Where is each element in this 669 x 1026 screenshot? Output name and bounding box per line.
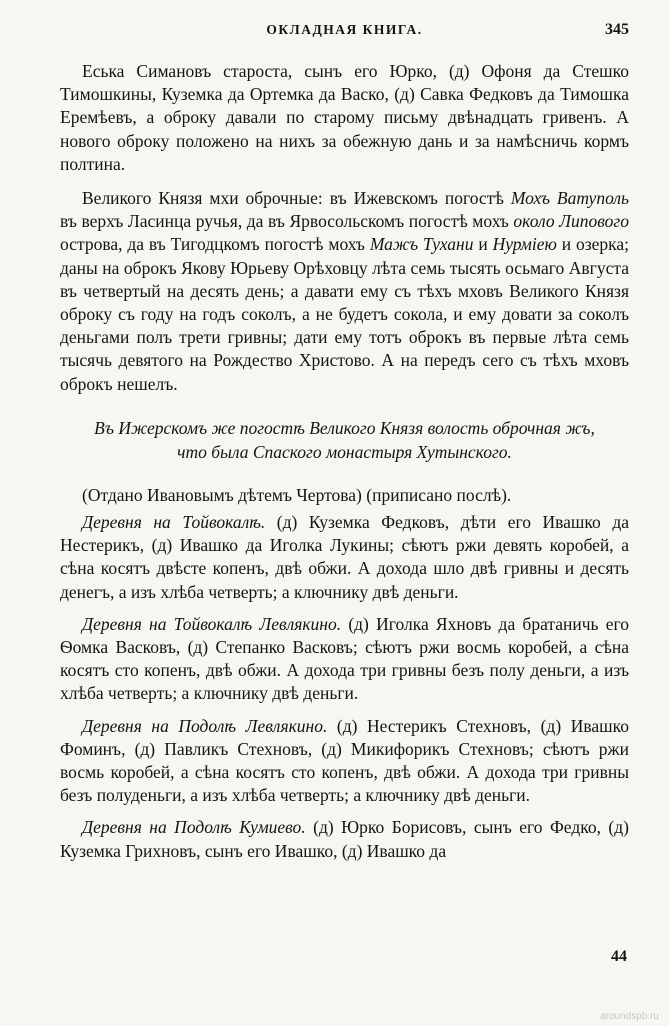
village-name: Деревня на Подолѣ Левлякино.: [82, 715, 328, 736]
place-name: около Липового: [513, 211, 629, 232]
village-entry: [60, 613, 629, 706]
village-text: (д) Иголка Яхновъ да братаничь его Ѳомка Васковъ, (д) Степанко Васковъ; сѣютъ ржи восмь коробей, а сѣна косятъ сто копенъ, двѣ обжи. А дохода три гривны безъ полу деньги, а изъ хлѣба четверть; а ключнику двѣ деньги.: [60, 613, 629, 704]
village-entry: [60, 511, 629, 604]
place-name: Мажъ Тухани: [369, 234, 474, 255]
text-run: въ верхъ Ласинца ручья, да въ Ярвосольскомъ погостѣ мохъ: [60, 211, 514, 232]
place-name: Мохъ Ватуполь: [510, 188, 629, 209]
note: (Отдано Ивановымъ дѣтемъ Чертова) (приписано послѣ).: [82, 484, 512, 505]
village-name: Деревня на Подолѣ Кумиево.: [82, 817, 306, 838]
place-name: Нурмiею: [492, 234, 557, 255]
section-heading-line-1: Въ Ижерскомъ же погостѣ Великого Князя волость оброчная жъ,: [94, 417, 595, 438]
text-run: и: [473, 234, 493, 255]
page-body: [60, 60, 629, 863]
village-text: (д) Куземка Федковъ, дѣти его Ивашко да Нестерикъ, (д) Ивашко да Иголка Лукины; сѣютъ ржи девять коробей, а сѣна косятъ двѣсте копенъ, двѣ обжи. А дохода шло двѣ гривны и десять денегъ, а изъ хлѣба четверть; а ключнику двѣ деньги.: [60, 512, 629, 602]
paragraph-2: [60, 187, 629, 396]
section-heading-line-2: что была Спаского монастыря Хутынского.: [177, 441, 512, 462]
text-run: острова, да въ Тигодцкомъ погостѣ мохъ: [60, 234, 370, 255]
text-run: Великого Князя мхи оброчные: въ Ижевскомъ погостѣ: [82, 188, 511, 209]
page-header: [60, 22, 629, 46]
text-run: и озерка; даны на оброкъ Якову Юрьеву Орѣховцу лѣта семь тысять осьмаго Августа въ четвертый на десять день; а давати ему съ тѣхъ мховъ Великого Князя оброку съ году на годъ соколъ, а не будетъ сокола, и ему довати за соколъ деньгами полъ трети гривны; дати ему тотъ оброкъ въ первые лѣта семь тысячь девятого на Рождество Христово. А на передъ сего съ тѣхъ мховъ оброкъ нешелъ.: [60, 234, 629, 394]
signature-mark: 44: [611, 948, 627, 965]
running-title: ОКЛАДНАЯ КНИГА.: [266, 22, 423, 37]
village-entry: [60, 715, 629, 808]
village-text: (д) Юрко Борисовъ, сынъ его Федко, (д) Куземка Грихновъ, сынъ его Ивашко, (д) Ивашко да: [60, 817, 629, 861]
page-number: 345: [605, 21, 629, 38]
village-name: Деревня на Тойвокалѣ Левлякино.: [82, 613, 342, 634]
paragraph-1: Еська Симановъ староста, сынъ его Юрко, (д) Офоня да Стешко Тимошкины, Куземка да Ортемка да Васко, (д) Савка Федковъ да Тимошка Еремѣевъ, а оброку давали по старому письму двѣнадцать гривенъ. А нового оброку положено на нихъ за обежную дань и за намѣсничь кормъ полтина.: [60, 61, 629, 174]
village-name: Деревня на Тойвокалѣ.: [82, 512, 266, 533]
village-text: (д) Нестерикъ Стехновъ, (д) Ивашко Фоминъ, (д) Павликъ Стехновъ, (д) Микифорикъ Стехновъ; сѣютъ ржи восмь коробей, а сѣна косятъ сто копенъ, двѣ обжи. А дохода три гривны безъ полуденьги, а изъ хлѣба четверть; а ключнику двѣ деньги.: [60, 715, 629, 806]
village-entry: [60, 816, 629, 862]
watermark: aroundspb.ru: [600, 1011, 659, 1022]
